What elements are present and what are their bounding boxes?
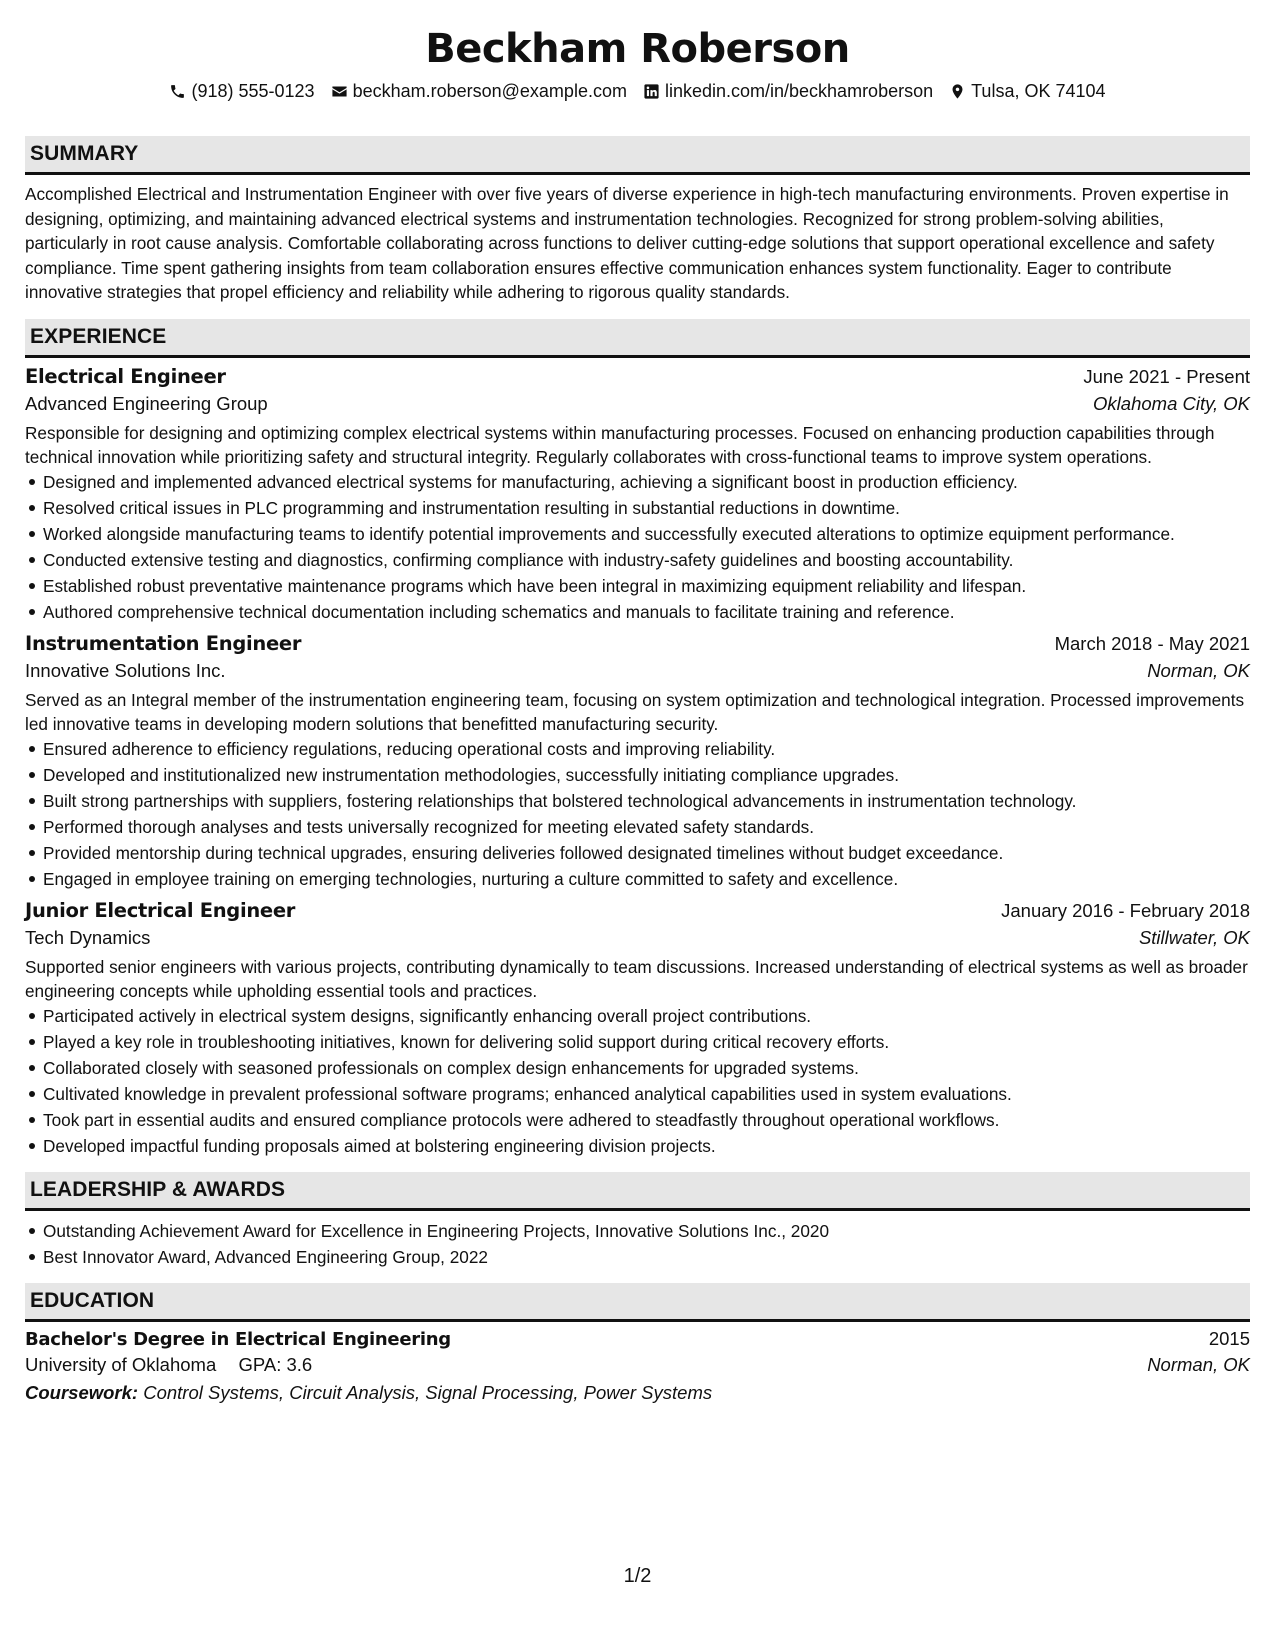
summary-heading: SUMMARY xyxy=(25,136,1250,175)
company-name: Innovative Solutions Inc. xyxy=(25,659,226,681)
education-subheader xyxy=(25,1354,1250,1376)
phone-text: (918) 555-0123 xyxy=(191,80,315,101)
resume-page xyxy=(25,0,1250,1404)
job-subheader xyxy=(25,393,1250,415)
job-dates: March 2018 - May 2021 xyxy=(1054,632,1250,654)
coursework-list: Control Systems, Circuit Analysis, Signal Processing, Power Systems xyxy=(143,1381,713,1403)
job-location: Stillwater, OK xyxy=(1138,926,1250,948)
company-name: Advanced Engineering Group xyxy=(25,392,268,414)
list-item: Developed and institutionalized new instrumentation methodologies, successfully initiating compliance upgrades. xyxy=(25,763,1250,787)
list-item: Cultivated knowledge in prevalent professional software programs; enhanced analytical capabilities used in system evaluations. xyxy=(25,1082,1250,1106)
list-item: Engaged in employee training on emerging technologies, nurturing a culture committed to safety and excellence. xyxy=(25,867,1250,891)
email-link[interactable]: beckham.roberson@example.com xyxy=(352,80,627,101)
company-name: Tech Dynamics xyxy=(25,926,151,948)
school-name: University of Oklahoma xyxy=(25,1353,217,1375)
education-header xyxy=(25,1328,1250,1350)
location-text: Tulsa, OK 74104 xyxy=(971,80,1106,101)
summary-text: Accomplished Electrical and Instrumentation Engineer with over five years of diverse experience in high-tech manufacturing environments. Proven expertise in designing, optimizing, and maintaining advanced electrical systems and instrumentation technologies. Recognized for strong problem-solving abilities, particularly in root cause analysis. Comfortable collaborating across functions to deliver cutting-edge solutions that support operational excellence and safety compliance. Time spent gathering insights from team collaboration ensures effective communication enhances system functionality. Eager to contribute innovative strategies that propel efficiency and reliability while adhering to rigorous quality standards. xyxy=(25,184,1229,302)
awards-list xyxy=(25,1219,1250,1269)
list-item: Provided mentorship during technical upgrades, ensuring deliveries followed designated timelines without budget exceedance. xyxy=(25,841,1250,865)
job-header xyxy=(25,632,1250,655)
job-bullets xyxy=(25,737,1250,891)
education-entry xyxy=(25,1328,1250,1404)
job-title: Junior Electrical Engineer xyxy=(25,898,296,922)
list-item: Designed and implemented advanced electrical systems for manufacturing, achieving a significant boost in production efficiency. xyxy=(25,470,1250,494)
contact-linkedin[interactable] xyxy=(643,81,933,102)
list-item: Collaborated closely with seasoned professionals on complex design enhancements for upgraded systems. xyxy=(25,1056,1250,1080)
job-subheader xyxy=(25,660,1250,682)
job-dates: June 2021 - Present xyxy=(1083,365,1250,387)
candidate-name: Beckham Roberson xyxy=(425,26,850,72)
list-item: Developed impactful funding proposals aimed at bolstering engineering division projects. xyxy=(25,1134,1250,1158)
job-title: Instrumentation Engineer xyxy=(25,631,302,655)
list-item: Conducted extensive testing and diagnostics, confirming compliance with industry-safety guidelines and boosting accountability. xyxy=(25,548,1250,572)
list-item: Participated actively in electrical system designs, significantly enhancing overall project contributions. xyxy=(25,1004,1250,1028)
contact-phone xyxy=(169,81,314,102)
job-entry xyxy=(25,632,1250,891)
job-header xyxy=(25,899,1250,922)
job-entry xyxy=(25,899,1250,1158)
awards-heading: LEADERSHIP & AWARDS xyxy=(25,1172,1250,1211)
contact-location xyxy=(949,81,1105,102)
envelope-icon xyxy=(331,83,348,100)
contact-bar xyxy=(25,78,1250,104)
job-header xyxy=(25,365,1250,388)
job-bullets xyxy=(25,470,1250,624)
list-item: Performed thorough analyses and tests universally recognized for meeting elevated safety standards. xyxy=(25,815,1250,839)
school-line xyxy=(25,1354,312,1376)
list-item: Outstanding Achievement Award for Excellence in Engineering Projects, Innovative Solutions Inc., 2020 xyxy=(25,1219,1250,1243)
job-description: Served as an Integral member of the instrumentation engineering team, focusing on system optimization and technological integration. Processed improvements led innovative teams in developing modern solutions that benefitted manufacturing security. xyxy=(25,689,1245,734)
job-entry xyxy=(25,365,1250,624)
list-item: Built strong partnerships with suppliers, fostering relationships that bolstered technological advancements in instrumentation technology. xyxy=(25,789,1250,813)
job-title: Electrical Engineer xyxy=(25,364,226,388)
list-item: Established robust preventative maintenance programs which have been integral in maximizing equipment reliability and lifespan. xyxy=(25,574,1250,598)
linkedin-icon xyxy=(643,83,660,100)
page-number: 1/2 xyxy=(623,1565,652,1587)
list-item: Resolved critical issues in PLC programming and instrumentation resulting in substantial reductions in downtime. xyxy=(25,496,1250,520)
list-item: Played a key role in troubleshooting initiatives, known for delivering solid support during critical recovery efforts. xyxy=(25,1030,1250,1054)
list-item: Worked alongside manufacturing teams to identify potential improvements and successfully executed alterations to optimize equipment performance. xyxy=(25,522,1250,546)
coursework-label: Coursework: xyxy=(25,1381,139,1403)
list-item: Ensured adherence to efficiency regulations, reducing operational costs and improving reliability. xyxy=(25,737,1250,761)
education-heading: EDUCATION xyxy=(25,1283,1250,1322)
contact-email[interactable] xyxy=(331,81,627,102)
job-description: Responsible for designing and optimizing complex electrical systems within manufacturing processes. Focused on enhancing production capabilities through technical innovation while prioritizing safety and structural integrity. Regularly collaborates with cross-functional teams to improve system operations. xyxy=(25,422,1215,467)
job-dates: January 2016 - February 2018 xyxy=(1001,899,1250,921)
list-item: Best Innovator Award, Advanced Engineering Group, 2022 xyxy=(25,1245,1250,1269)
linkedin-link[interactable]: linkedin.com/in/beckhamroberson xyxy=(664,80,934,101)
experience-heading: EXPERIENCE xyxy=(25,319,1250,358)
phone-icon xyxy=(169,83,186,100)
job-description: Supported senior engineers with various projects, contributing dynamically to team discussions. Increased understanding of electrical systems as well as broader engineering concepts while upholding essential tools and practices. xyxy=(25,956,1248,1001)
degree-title: Bachelor's Degree in Electrical Engineering xyxy=(25,1328,451,1350)
list-item: Authored comprehensive technical documentation including schematics and manuals to facilitate training and reference. xyxy=(25,600,1250,624)
job-subheader xyxy=(25,927,1250,949)
gpa: GPA: 3.6 xyxy=(238,1353,313,1375)
graduation-year: 2015 xyxy=(1208,1327,1250,1349)
job-bullets xyxy=(25,1004,1250,1158)
map-pin-icon xyxy=(949,83,966,100)
school-location: Norman, OK xyxy=(1147,1353,1250,1375)
coursework-line xyxy=(25,1382,1250,1404)
job-location: Norman, OK xyxy=(1147,659,1250,681)
job-location: Oklahoma City, OK xyxy=(1093,392,1250,414)
list-item: Took part in essential audits and ensured compliance protocols were adhered to steadfastly throughout operational workflows. xyxy=(25,1108,1250,1132)
